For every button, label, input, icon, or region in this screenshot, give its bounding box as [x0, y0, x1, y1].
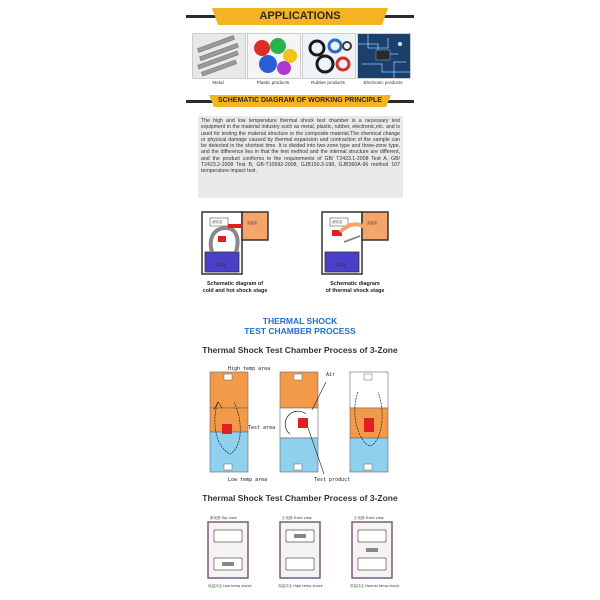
view-3-top-label: 正视图 Front view — [354, 516, 384, 520]
view-1-top-label: 俯视图 Top view — [210, 516, 237, 520]
thermal-shock-diagram — [320, 208, 390, 278]
process-heading-line-1: THERMAL SHOCK — [262, 316, 338, 326]
plastic-products-thumbnail — [247, 33, 301, 79]
test-area-label: Test area — [248, 425, 276, 431]
air-label: Air — [326, 372, 336, 378]
left-caption-line-1: Schematic diagram of — [206, 281, 264, 287]
electronic-products-thumbnail — [357, 33, 411, 79]
chamber-3 — [350, 372, 388, 472]
chamber-views-diagram — [200, 512, 400, 592]
view-1 — [208, 522, 248, 578]
test-product-label: Test product — [314, 477, 351, 483]
electronic-products-label: Electronic products — [363, 80, 403, 85]
test-room-label-right: 测试室 — [332, 220, 343, 224]
process-heading-line-2: TEST CHAMBER PROCESS — [244, 326, 356, 336]
three-zone-process-diagram — [200, 362, 400, 484]
schematic-description: The high and low temperature thermal shock test chamber is a necessary test equipment in the material industry such as metal, plastic, rubber, electronic,etc. and is used for testing the material structure or the composite material.The chemical change or physical damage caused by thermal expansion and contraction of the sample can be detected in the shortest time. It is divided into two-zone type and three-zone type, and the difference lies in that the test method and the internal structure are different, and the product conforms to the requirements of GB/ T2423.1-2008 Test A, GB/ T2423.2-2008 Test B, GB-T10592-2008, GJB150.3-198, GJB360A-96 method 107 temperature impact test. — [198, 116, 403, 198]
rubber-products-label: Rubber products — [311, 80, 345, 85]
chamber-1 — [210, 372, 248, 472]
left-caption-line-2: cold and hot shock stage — [202, 288, 268, 294]
view-2-top-label: 正视图 Front view — [282, 516, 312, 520]
process-subtitle-2: Thermal Shock Test Chamber Process of 3-Zone — [202, 493, 398, 503]
low-temp-room-label-right: 低温室 — [336, 263, 347, 267]
low-temp-area-label: Low temp area — [228, 477, 268, 483]
cold-hot-shock-diagram — [200, 208, 270, 278]
view-3 — [352, 522, 392, 578]
test-room-label-left: 测试室 — [212, 220, 223, 224]
right-caption-line-1: Schematic diagram — [330, 281, 380, 287]
schematic-title: SCHEMATIC DIAGRAM OF WORKING PRINCIPLE — [214, 95, 386, 107]
chamber-2 — [280, 372, 326, 474]
high-temp-room-label-left: 高温室 — [247, 221, 258, 225]
low-temp-room-label-left: 低温室 — [216, 263, 227, 267]
metal-thumbnail — [192, 33, 246, 79]
view-3-bottom-label: 常温冲击 Normal temp shock — [350, 584, 400, 588]
high-temp-room-label-right: 高温室 — [367, 221, 378, 225]
applications-title: APPLICATIONS — [218, 8, 382, 25]
high-temp-area-label: High temp area — [228, 366, 271, 372]
rubber-products-thumbnail — [302, 33, 356, 79]
view-2 — [280, 522, 320, 578]
right-caption-line-2: of thermal shock stage — [325, 288, 385, 294]
view-1-bottom-label: 低温冲击 Low temp shock — [208, 584, 252, 588]
view-2-bottom-label: 高温冲击 High temp shock — [278, 584, 323, 588]
process-subtitle-1: Thermal Shock Test Chamber Process of 3-Zone — [202, 345, 398, 355]
metal-label: Metal — [212, 80, 224, 85]
plastic-products-label: Plastic products — [256, 80, 290, 85]
